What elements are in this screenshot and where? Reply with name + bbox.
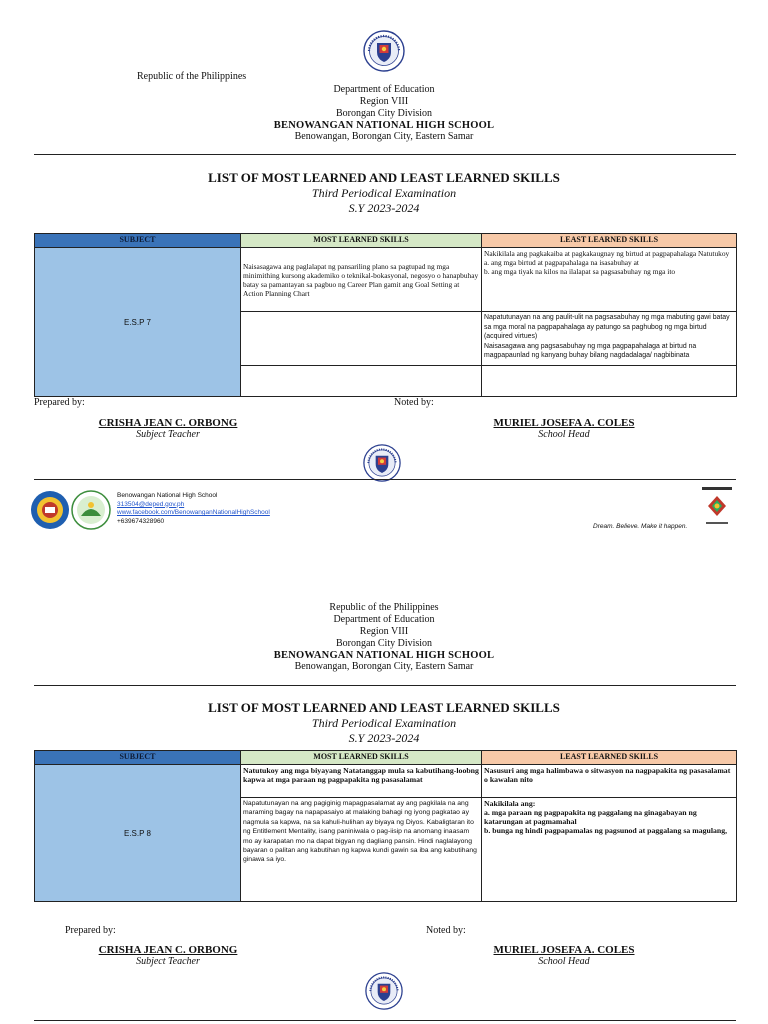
footer-school-name: Benowangan National High School bbox=[117, 492, 218, 499]
school-address: Benowangan, Borongan City, Eastern Samar bbox=[294, 131, 474, 142]
deped-seal-icon bbox=[363, 444, 401, 482]
school-logo-icon bbox=[30, 490, 70, 530]
republic-label: Republic of the Philippines bbox=[137, 71, 247, 82]
prepared-by-label: Prepared by: bbox=[65, 925, 116, 936]
department-label: Department of Education bbox=[333, 614, 435, 625]
footer-divider bbox=[34, 479, 736, 480]
noted-by-label: Noted by: bbox=[426, 925, 466, 936]
skills-table bbox=[34, 233, 737, 397]
prepared-by-label: Prepared by: bbox=[34, 397, 85, 408]
preparer-role: Subject Teacher bbox=[136, 956, 200, 967]
most-learned-cell: Naisasagawa ang paglalapat ng pansariling plano sa pagtupad ng mga minimithing kursong akademiko o teknikal-bokasyonal, negosyo o hanapbuhay batay sa pamantayan sa pagbuo ng Career Plan gamit ang Goal Setting at Action Planning Chart bbox=[241, 248, 482, 312]
subject-cell: E.S.P 7 bbox=[35, 248, 241, 397]
division-label: Borongan City Division bbox=[335, 638, 433, 649]
footer-facebook-link[interactable]: www.facebook.com/BenowanganNationalHighSchool bbox=[117, 509, 270, 516]
least-learned-cell bbox=[482, 366, 737, 397]
most-learned-cell: Napatutunayan na ang pagiginig mapagpasalamat ay ang pagkilala na ang maraming bagay na napapasaiyo at malaking bahagi ng iyong pagkatao ay nagmula sa kapwa, na sa kahuli-hulihan ay biyaya ng Diyos. Kabaligtaran ito ng Entitlement Mentality, isang paniniwala o pag-iisip na anomang inaasam mo ay karapatan mo na dapat bigyan ng dagliang pansin. Hindi naglalayong bayaran o palitan ang kabutihan ng kapwa kundi gawin sa iba ang kabutihang ginawa sa iyo. bbox=[241, 798, 482, 902]
deped-seal-icon bbox=[363, 30, 405, 72]
footer-phone: +639674328960 bbox=[117, 517, 165, 525]
subject-header: SUBJECT bbox=[35, 751, 241, 765]
least-learned-cell: Napatutunayan na ang paulit-ulit na pagsasabuhay ng mga mabuting gawi batay sa mga moral na pagpapahalaga ay patungo sa paghubog ng mga birtud (acquired virtues) Naisasagawa ang pagsasabuhay ng mga pagpapahalaga at birtud na magpapaunlad ng kanyang buhay bilang nagdadalaga/ nagbibinata bbox=[482, 312, 737, 366]
subject-header: SUBJECT bbox=[35, 234, 241, 248]
school-head-role: School Head bbox=[538, 956, 590, 967]
noted-by-label: Noted by: bbox=[394, 397, 434, 408]
preparer-name: CRISHA JEAN C. ORBONG bbox=[98, 417, 238, 429]
most-learned-cell bbox=[241, 312, 482, 366]
school-address: Benowangan, Borongan City, Eastern Samar bbox=[294, 661, 474, 672]
most-learned-cell: Natutukoy ang mga biyayang Natatanggap mula sa kabutihang-loobng kapwa at mga paraan ng pagpapakita ng pasasalamat bbox=[241, 765, 482, 798]
deped-seal-icon bbox=[365, 972, 403, 1010]
preparer-name: CRISHA JEAN C. ORBONG bbox=[98, 944, 238, 956]
school-name: BENOWANGAN NATIONAL HIGH SCHOOL bbox=[273, 120, 495, 131]
least-learned-header: LEAST LEARNED SKILLS bbox=[482, 234, 737, 248]
footer-email-link[interactable]: 313504@deped.gov.ph bbox=[117, 500, 185, 508]
most-learned-header: MOST LEARNED SKILLS bbox=[241, 234, 482, 248]
school-year-label: S.Y 2023-2024 bbox=[348, 201, 420, 215]
exam-label: Third Periodical Examination bbox=[311, 186, 457, 200]
matatag-logo-icon bbox=[700, 486, 734, 530]
least-learned-header: LEAST LEARNED SKILLS bbox=[482, 751, 737, 765]
school-name: BENOWANGAN NATIONAL HIGH SCHOOL bbox=[273, 650, 495, 661]
school-head-name: MURIEL JOSEFA A. COLES bbox=[493, 417, 635, 429]
region-label: Region VIII bbox=[359, 96, 409, 107]
preparer-role: Subject Teacher bbox=[136, 429, 200, 440]
header-divider bbox=[34, 685, 736, 686]
footer-tagline: Dream. Believe. Make it happen. bbox=[593, 523, 688, 530]
least-learned-cell: Nakikilala ang pagkakaiba at pagkakaugnay ng birtud at pagpapahalaga Natutukoy a. ang mga birtud at pagpapahalaga na isasabuhay at b. ang mga tiyak na kilos na ilalapat sa pagsasabuhay ng mga ito bbox=[482, 248, 737, 312]
least-learned-cell: Nakikilala ang: a. mga paraan ng pagpapakita ng paggalang na ginagabayan ng katarungan at pagmamahal b. bunga ng hindi pagpapamalas ng pagsunod at paggalang sa magulang, bbox=[482, 798, 737, 902]
subject-cell: E.S.P 8 bbox=[35, 765, 241, 902]
page-title: LIST OF MOST LEARNED AND LEAST LEARNED SKILLS bbox=[208, 700, 560, 715]
least-learned-cell: Nasusuri ang mga halimbawa o sitwasyon na nagpapakita ng pasasalamat o kawalan nito bbox=[482, 765, 737, 798]
header-divider bbox=[34, 154, 736, 155]
republic-label: Republic of the Philippines bbox=[329, 602, 439, 613]
exam-label: Third Periodical Examination bbox=[311, 716, 457, 730]
most-learned-cell bbox=[241, 366, 482, 397]
division-label: Borongan City Division bbox=[335, 108, 433, 119]
department-label: Department of Education bbox=[333, 84, 435, 95]
school-year-label: S.Y 2023-2024 bbox=[348, 731, 420, 745]
region-label: Region VIII bbox=[359, 626, 409, 637]
footer-divider bbox=[34, 1020, 736, 1021]
skills-table bbox=[34, 750, 737, 902]
school-head-role: School Head bbox=[538, 429, 590, 440]
page-title: LIST OF MOST LEARNED AND LEAST LEARNED SKILLS bbox=[208, 170, 560, 185]
most-learned-header: MOST LEARNED SKILLS bbox=[241, 751, 482, 765]
school-head-name: MURIEL JOSEFA A. COLES bbox=[493, 944, 635, 956]
division-logo-icon bbox=[71, 490, 111, 530]
